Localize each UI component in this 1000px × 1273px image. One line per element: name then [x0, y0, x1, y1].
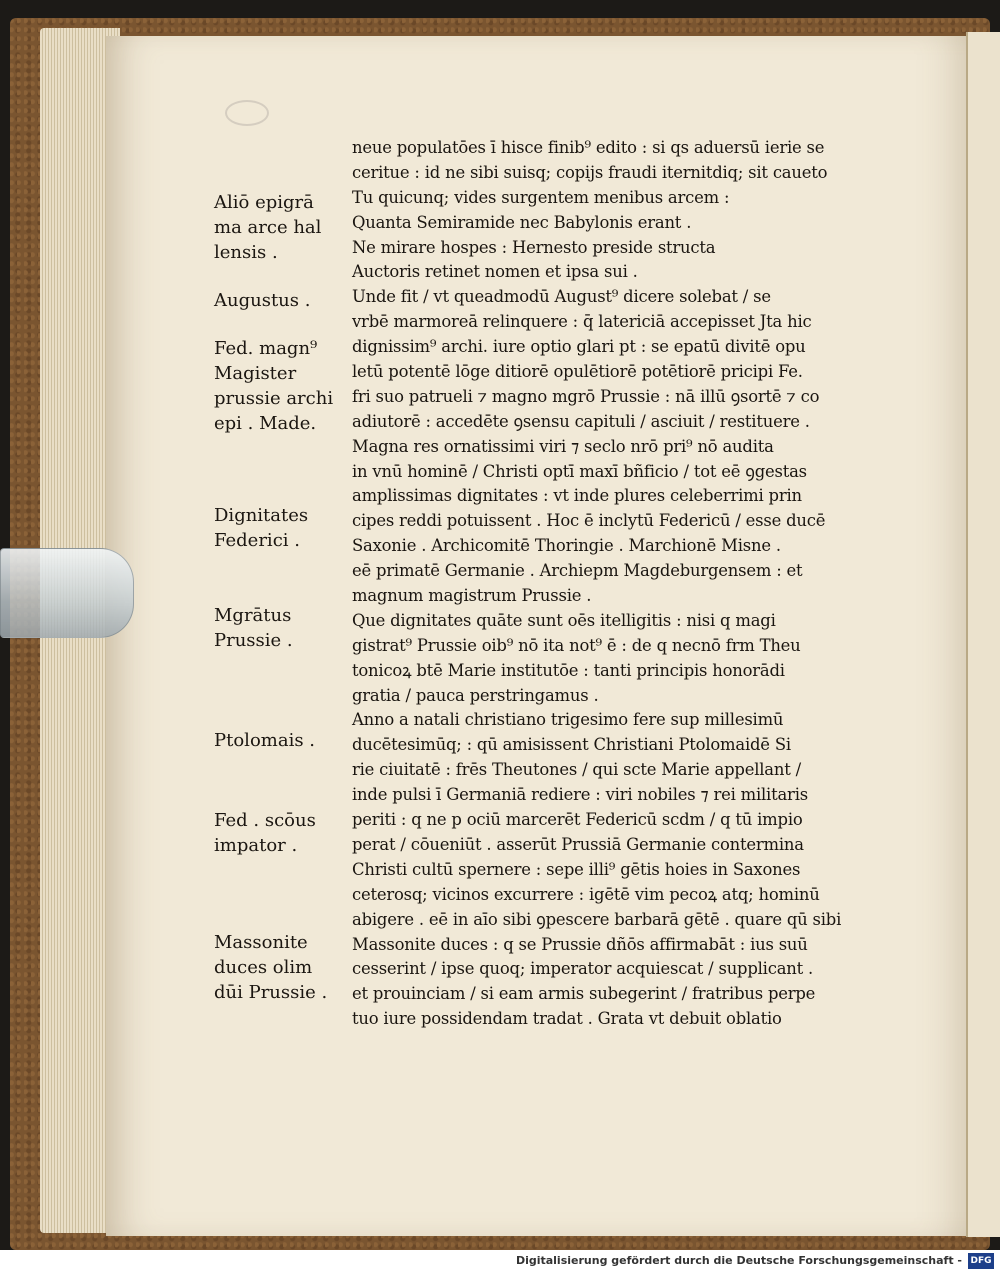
margin-note-line: Dignitates: [214, 505, 309, 526]
footer-credit: Digitalisierung gefördert durch die Deutsche Forschungsgemeinschaft -: [515, 1254, 962, 1267]
margin-note: [214, 603, 339, 653]
margin-note-line: Magister: [214, 363, 297, 384]
text-line: Saxonie . Archicomitē Thoringie . Marchionē Misne .: [352, 536, 781, 556]
text-line: Anno a natali christiano trigesimo fere sup millesimū: [352, 710, 784, 730]
margin-note-line: lensis .: [214, 242, 278, 263]
margin-note-line: Ptolomais .: [214, 730, 316, 751]
margin-note-line: Aliō epigrā: [214, 192, 314, 213]
text-line: tuo iure possidendam tradat . Grata vt debuit oblatio: [352, 1009, 782, 1029]
text-line: Ne mirare hospes : Hernesto preside structa: [352, 237, 716, 257]
text-line: rie ciuitatē : frēs Theutones / qui scte Marie appellant /: [352, 760, 801, 780]
text-line: ceritue : id ne sibi suisq; copijs fraudi iternitdiq; sit caueto: [352, 162, 828, 182]
text-line: in vnū hominē / Christi optī maxī bñficio / tot eē ꝯgestas: [352, 461, 807, 481]
margin-note: [214, 808, 339, 858]
facing-page-edge: [966, 32, 1000, 1237]
text-line: vrbē marmoreā relinquere : q̄ latericiā accepisset Jta hic: [352, 312, 812, 332]
text-line: Auctoris retinet nomen et ipsa sui .: [352, 262, 638, 282]
footer-bar: [0, 1250, 1000, 1273]
text-line: Unde fit / vt queadmodū August⁹ dicere solebat / se: [352, 287, 771, 307]
margin-note-line: impator .: [214, 835, 298, 856]
text-line: cipes reddi potuissent . Hoc ē inclytū Federicū / esse ducē: [352, 511, 826, 531]
margin-note: [214, 503, 339, 553]
text-line: dignissim⁹ archi. iure optio glari pt : se epatū divitē opu: [352, 337, 806, 357]
margin-note-line: Fed . scōus: [214, 810, 316, 831]
text-line: Massonite duces : q se Prussie dñōs affirmabāt : ius suū: [352, 934, 808, 954]
faded-stamp-icon: [225, 100, 269, 126]
dfg-logo-icon: DFG: [968, 1253, 994, 1269]
text-line: tonicoꝝ btē Marie institutōe : tanti principis honorādi: [352, 660, 785, 680]
margin-note-line: prussie archi: [214, 388, 334, 409]
margin-note-line: Mgrātus: [214, 605, 292, 626]
margin-note-line: duces olim: [214, 957, 313, 978]
margin-note-line: Massonite: [214, 932, 308, 953]
text-line: magnum magistrum Prussie .: [352, 586, 592, 606]
text-line: et prouinciam / si eam armis subegerint / fratribus perpe: [352, 984, 816, 1004]
margin-note-line: Prussie .: [214, 630, 293, 651]
page-clip: [0, 548, 134, 638]
text-line: gratia / pauca perstringamus .: [352, 685, 599, 705]
text-line: ducētesimūq; : qū amisissent Christiani Ptolomaidē Si: [352, 735, 791, 755]
text-line: amplissimas dignitates : vt inde plures celeberrimi prin: [352, 486, 802, 506]
text-line: Que dignitates quāte sunt oēs itelligitis : nisi q magi: [352, 610, 776, 630]
margin-note-line: epi . Made.: [214, 413, 317, 434]
text-line: neue populatōes ī hisce finib⁹ edito : si qs aduersū ierie se: [352, 138, 825, 157]
text-line: periti : q ne p ociū marcerēt Federicū scdm / q tū impio: [352, 810, 803, 830]
text-line: cesserint / ipse quoq; imperator acquiescat / supplicant .: [352, 959, 814, 979]
margin-note-line: Augustus .: [214, 290, 311, 311]
margin-note: [214, 288, 339, 313]
text-line: ceterosq; vicinos excurrere : igētē vim pecoꝝ atq; hominū: [352, 884, 820, 904]
text-line: fri suo patrueli ⁊ magno mgrō Prussie : nā illū ꝯsortē ⁊ co: [352, 386, 820, 406]
text-line: eē primatē Germanie . Archiepm Magdeburgensem : et: [352, 561, 803, 581]
margin-note: [214, 930, 339, 1005]
text-line: Christi cultū spernere : sepe illi⁹ gētis hoies in Saxones: [352, 859, 801, 879]
margin-note-line: ma arce hal: [214, 217, 322, 238]
text-line: Quanta Semiramide nec Babylonis erant .: [352, 212, 692, 232]
text-line: Magna res ornatissimi viri ⁊ seclo nrō pri⁹ nō audita: [352, 436, 774, 456]
margin-note-line: Federici .: [214, 530, 300, 551]
text-line: letū potentē lōge ditiorē opulētiorē potētiorē pricipi Fe.: [352, 362, 803, 382]
text-line: gistrat⁹ Prussie oib⁹ nō ita not⁹ ē : de q necnō frm Theu: [352, 635, 801, 655]
margin-note-line: dūi Prussie .: [214, 982, 328, 1003]
text-line: Tu quicunq; vides surgentem menibus arcem :: [352, 187, 730, 207]
text-line: perat / cōueniūt . asserūt Prussiā Germanie contermina: [352, 834, 804, 854]
text-line: adiutorē : accedēte ꝯsensu capituli / asciuit / restituere .: [352, 411, 810, 431]
text-line: abigere . eē in aīo sibi ꝯpescere barbarā gētē . quare qū sibi: [352, 909, 842, 929]
margin-note: [214, 336, 339, 436]
text-line: inde pulsi ī Germaniā rediere : viri nobiles ⁊ rei militaris: [352, 785, 808, 805]
main-text-block: [352, 136, 892, 1032]
margin-note-line: Fed. magn⁹: [214, 338, 318, 359]
margin-note: [214, 728, 339, 753]
margin-note: [214, 190, 339, 265]
